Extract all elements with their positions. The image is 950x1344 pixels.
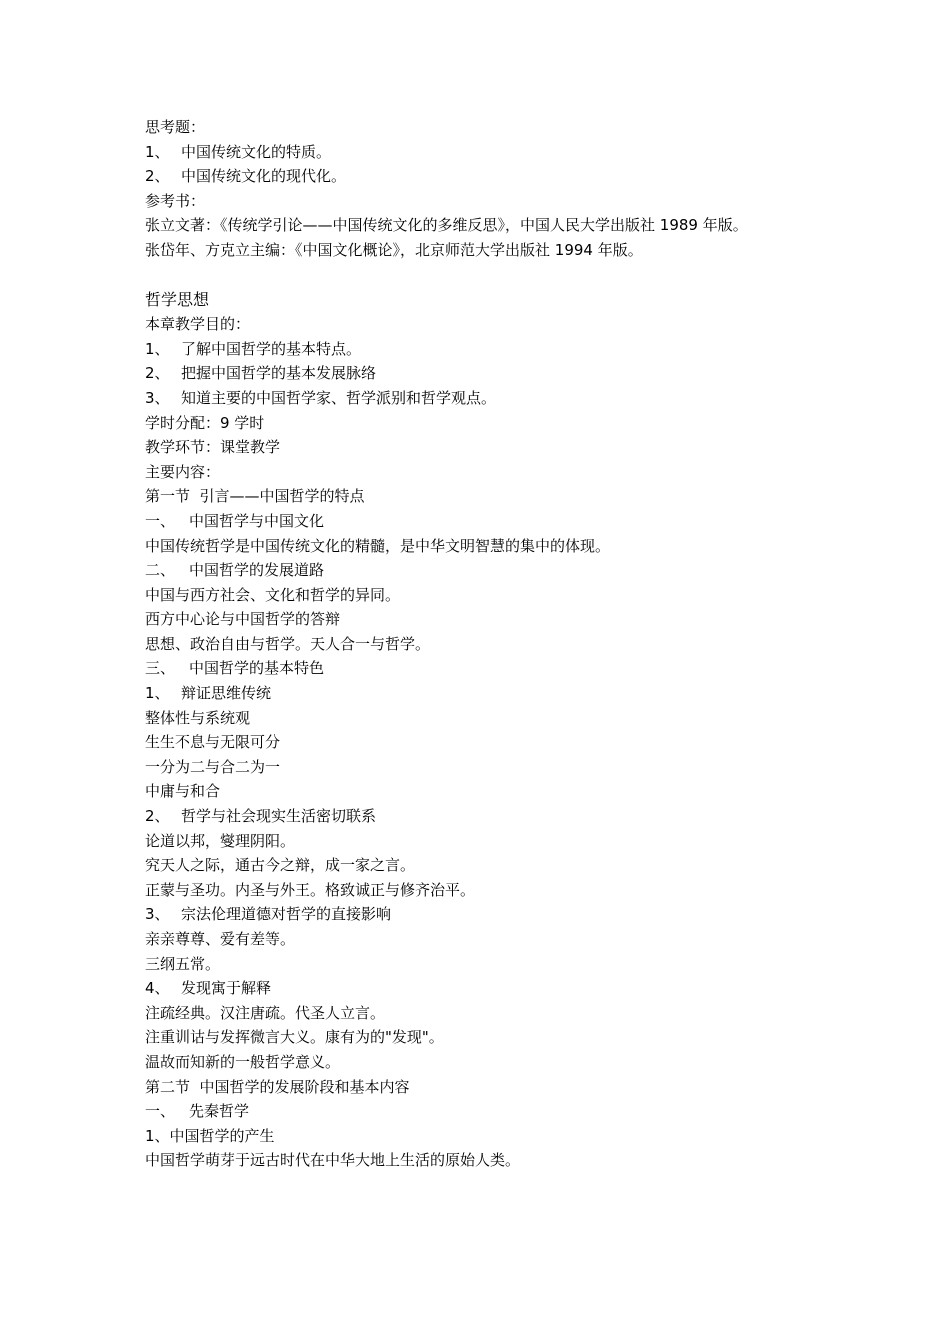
feature-heading <box>145 681 825 706</box>
item-number: 二、 <box>145 561 176 580</box>
item-number: 一、 <box>145 1102 176 1121</box>
chapter-title: 哲学思想 <box>145 289 210 309</box>
paragraph: 中国哲学萌芽于远古时代在中华大地上生活的原始人类。 <box>145 1151 521 1170</box>
item-text: 了解中国哲学的基本特点。 <box>181 339 362 358</box>
item-text: 中国传统文化的现代化。 <box>181 167 347 186</box>
hours-allocation: 学时分配：9 学时 <box>145 413 265 432</box>
item-text: 哲学与社会现实生活密切联系 <box>181 807 377 826</box>
paragraph: 中国与西方社会、文化和哲学的异同。 <box>145 585 401 604</box>
item-number: 4、 <box>145 979 170 998</box>
goal-title: 本章教学目的： <box>145 315 251 334</box>
item-number: 3、 <box>145 905 170 924</box>
paragraph: 中庸与和合 <box>145 782 221 801</box>
paragraph: 三纲五常。 <box>145 954 221 973</box>
item-number: 1、 <box>145 684 170 703</box>
item-number: 一、 <box>145 511 176 530</box>
paragraph: 中国传统哲学是中国传统文化的精髓，是中华文明智慧的集中的体现。 <box>145 536 611 555</box>
reference-item: 张岱年、方克立主编：《中国文化概论》，北京师范大学出版社 1994 年版。 <box>145 240 643 259</box>
paragraph: 正蒙与圣功。内圣与外王。格致诚正与修齐治平。 <box>145 880 476 899</box>
paragraph: 究天人之际，通古今之辩，成一家之言。 <box>145 856 416 875</box>
item-text: 把握中国哲学的基本发展脉络 <box>181 364 377 383</box>
document-page <box>145 115 825 1173</box>
item-text: 知道主要的中国哲学家、哲学派别和哲学观点。 <box>181 388 497 407</box>
feature-heading <box>145 902 825 927</box>
question-item <box>145 164 825 189</box>
feature-heading <box>145 976 825 1001</box>
paragraph: 温故而知新的一般哲学意义。 <box>145 1052 341 1071</box>
section-heading: 第二节 中国哲学的发展阶段和基本内容 <box>145 1077 410 1096</box>
item-text: 辩证思维传统 <box>181 684 272 703</box>
feature-heading <box>145 804 825 829</box>
subsection-heading <box>145 509 825 534</box>
subsection-heading <box>145 1099 825 1124</box>
paragraph: 生生不息与无限可分 <box>145 733 281 752</box>
paragraph: 论道以邦，燮理阴阳。 <box>145 831 296 850</box>
content-title: 主要内容： <box>145 462 221 481</box>
subsection-heading <box>145 558 825 583</box>
goal-item <box>145 337 825 362</box>
subsection-heading <box>145 656 825 681</box>
item-number: 三、 <box>145 659 176 678</box>
paragraph: 整体性与系统观 <box>145 708 251 727</box>
paragraph: 思想、政治自由与哲学。天人合一与哲学。 <box>145 634 431 653</box>
spacer <box>145 263 825 288</box>
teaching-method: 教学环节：课堂教学 <box>145 438 281 457</box>
goal-item <box>145 361 825 386</box>
item-number: 2、 <box>145 807 170 826</box>
item-text: 中国哲学的基本特色 <box>189 659 325 678</box>
paragraph: 一分为二与合二为一 <box>145 757 281 776</box>
item-text: 宗法伦理道德对哲学的直接影响 <box>181 905 392 924</box>
reference-title: 参考书： <box>145 191 206 210</box>
item-text: 中国传统文化的特质。 <box>181 142 332 161</box>
item-number: 1、 <box>145 142 170 161</box>
section-heading: 第一节 引言——中国哲学的特点 <box>145 487 365 506</box>
item-number: 2、 <box>145 364 170 383</box>
item-text: 中国哲学的发展道路 <box>189 561 325 580</box>
item-number: 3、 <box>145 388 170 407</box>
paragraph: 西方中心论与中国哲学的答辩 <box>145 610 341 629</box>
item-text: 先秦哲学 <box>189 1102 250 1121</box>
item-number: 2、 <box>145 167 170 186</box>
item-text: 发现寓于解释 <box>181 979 272 998</box>
item-text: 中国哲学与中国文化 <box>189 511 325 530</box>
question-item <box>145 140 825 165</box>
item-number: 1、 <box>145 339 170 358</box>
paragraph: 亲亲尊尊、爱有差等。 <box>145 930 296 948</box>
feature-heading: 1、中国哲学的产生 <box>145 1126 275 1145</box>
goal-item <box>145 386 825 411</box>
reference-item: 张立文著：《传统学引论——中国传统文化的多维反思》，中国人民大学出版社 1989 年版。 <box>145 216 748 235</box>
question-title: 思考题： <box>145 118 206 136</box>
paragraph: 注疏经典。汉注唐疏。代圣人立言。 <box>145 1003 386 1022</box>
paragraph: 注重训诂与发挥微言大义。康有为的"发现"。 <box>145 1028 444 1047</box>
